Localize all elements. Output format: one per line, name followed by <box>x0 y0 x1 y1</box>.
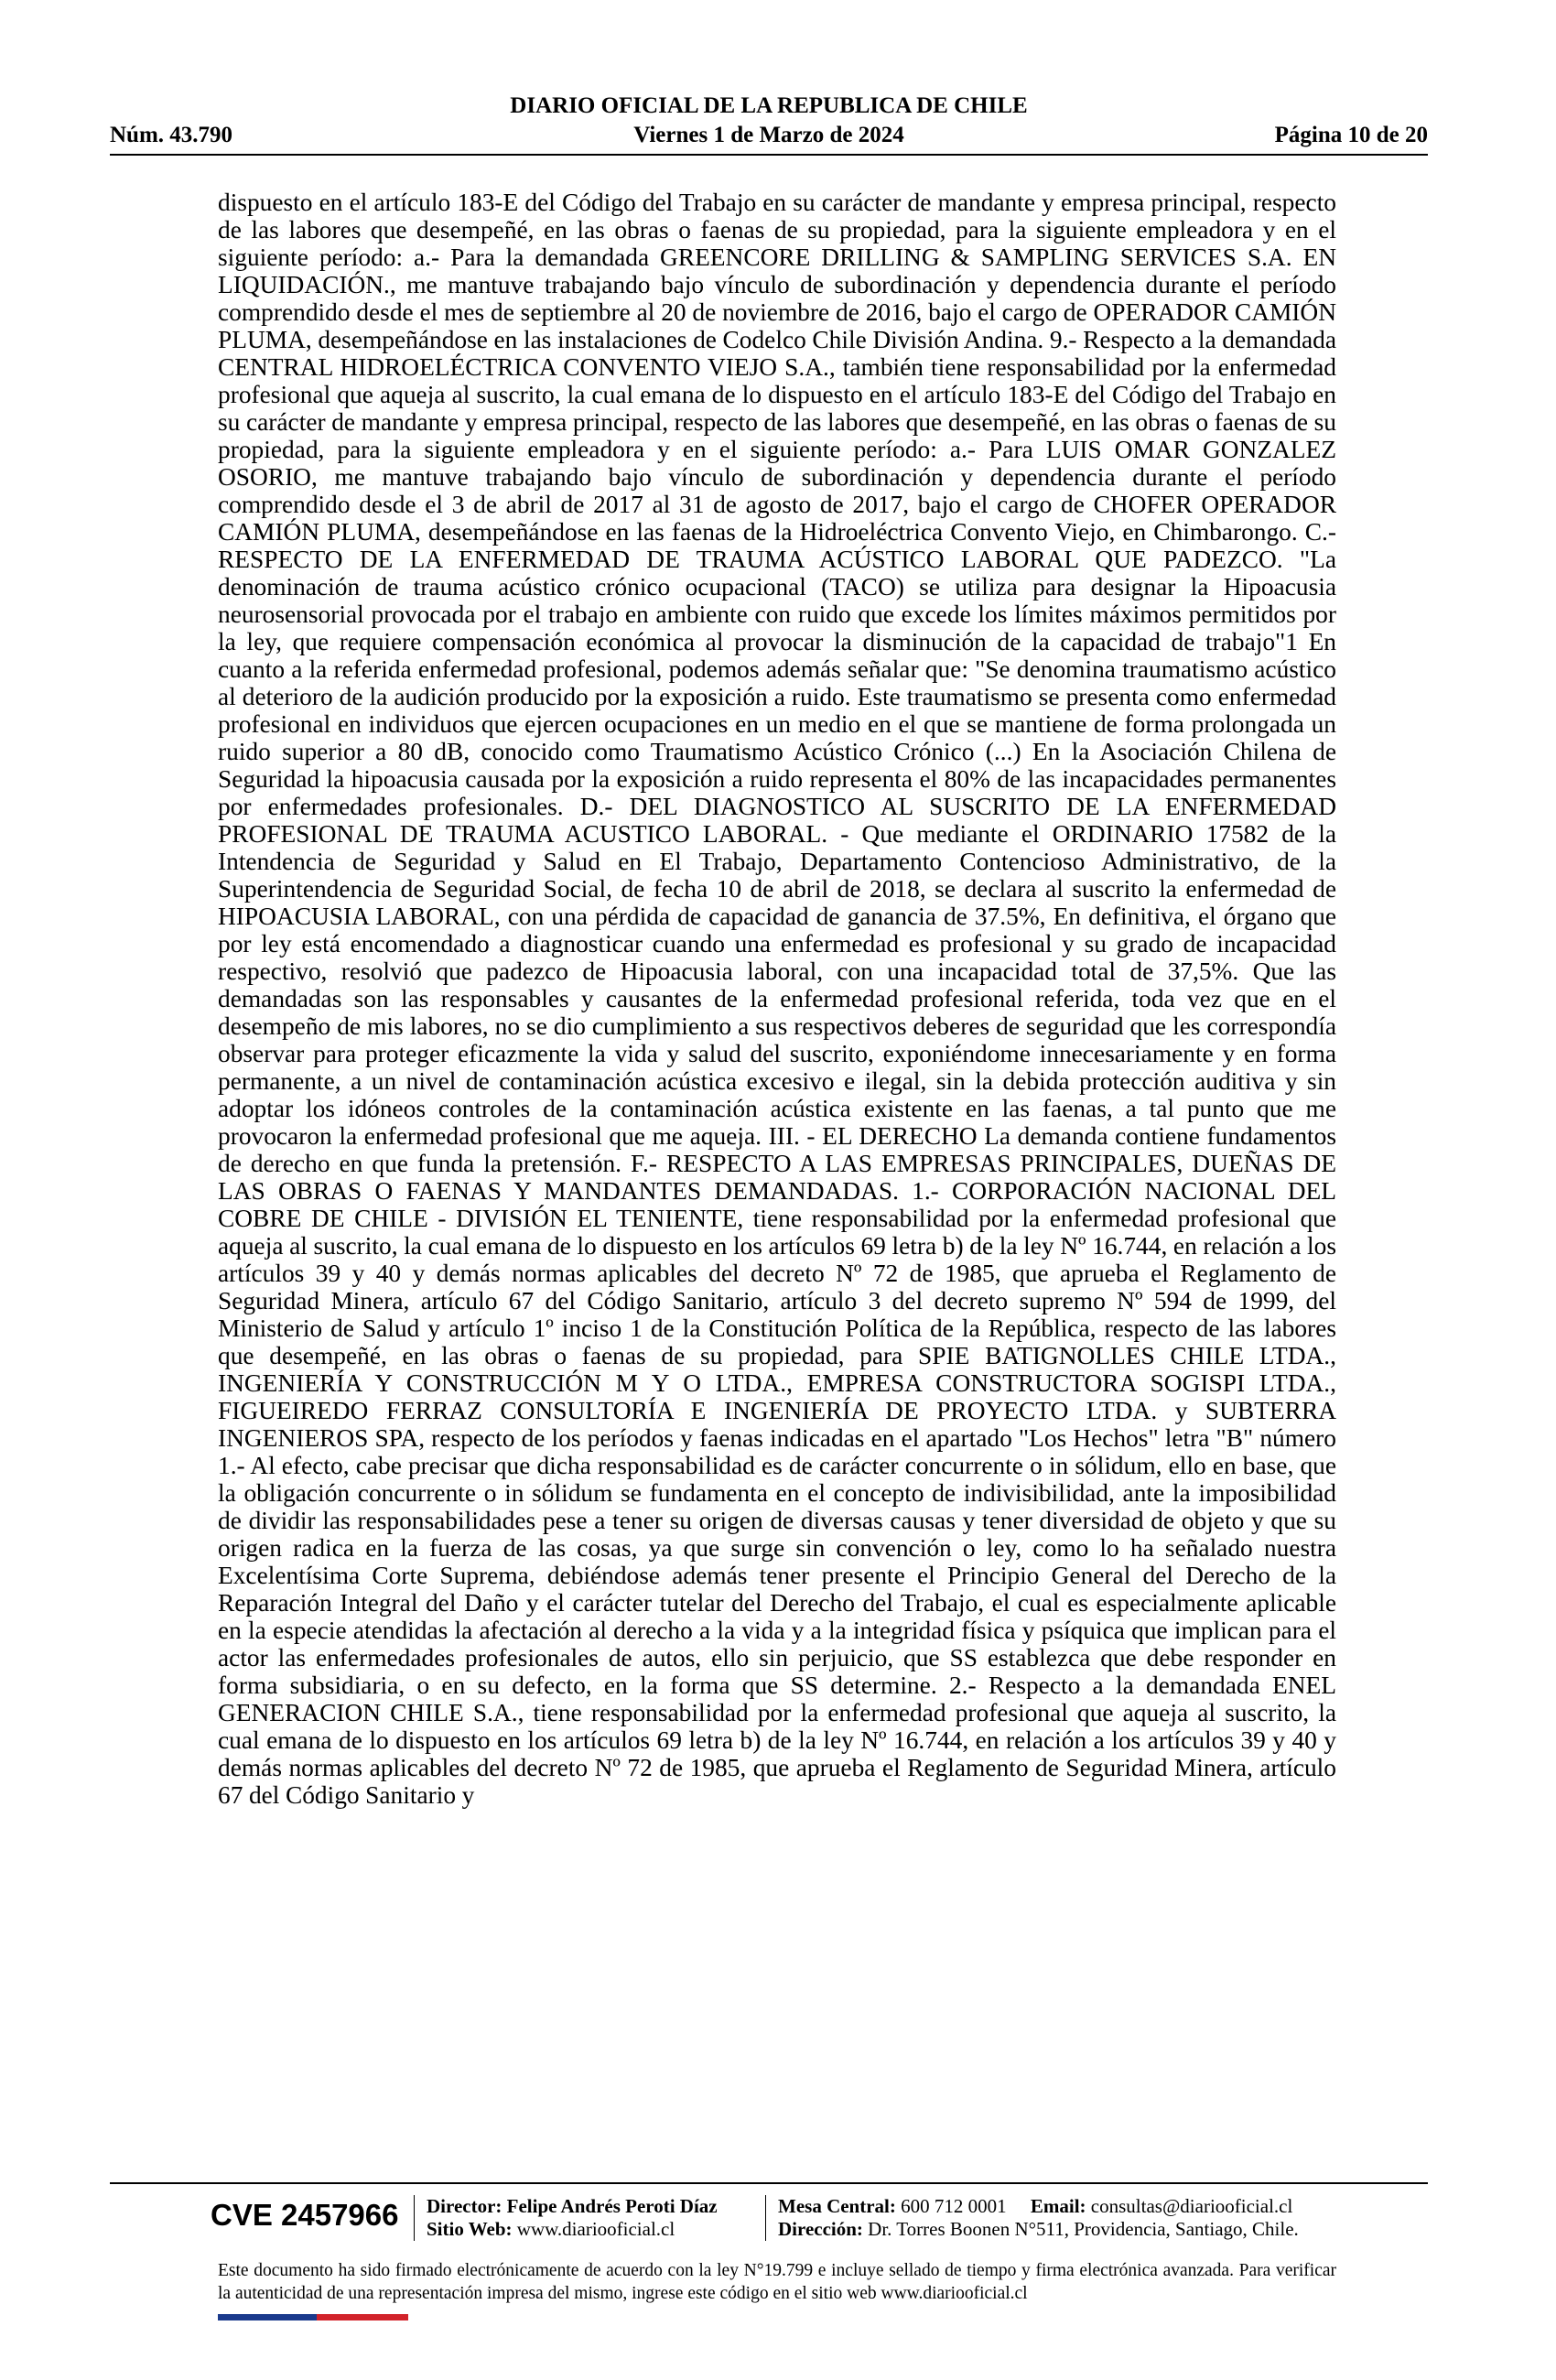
mesa-central-label: Mesa Central: <box>778 2195 896 2217</box>
cve-code: CVE 2457966 <box>211 2198 399 2232</box>
document-body-text: dispuesto en el artículo 183-E del Código del Trabajo en su carácter de mandante y empresa principal, respecto de las labores que desempeñé, en las obras o faenas de su propiedad, para la siguiente empleadora y en el siguiente período: a.- Para la demandada GREENCORE DRILLING & SAMPLING SERVICES S.A. EN LIQUIDACIÓN., me mantuve trabajando bajo vínculo de subordinación y dependencia durante el período comprendido desde el mes de septiembre al 20 de noviembre de 2016, bajo el cargo de OPERADOR CAMIÓN PLUMA, desempeñándose en las instalaciones de Codelco Chile División Andina. 9.- Respecto a la demandada CENTRAL HIDROELÉCTRICA CONVENTO VIEJO S.A., también tiene responsabilidad por la enfermedad profesional que aqueja al suscrito, la cual emana de lo dispuesto en el artículo 183-E del Código del Trabajo en su carácter de mandante y empresa principal, respecto de las labores que desempeñé, en las obras o faenas de su propiedad, para la siguiente empleadora y en el siguiente período: a.- Para LUIS OMAR GONZALEZ OSORIO, me mantuve trabajando bajo vínculo de subordinación y dependencia durante el período comprendido desde el 3 de abril de 2017 al 31 de agosto de 2017, bajo el cargo de CHOFER OPERADOR CAMIÓN PLUMA, desempeñándose en las faenas de la Hidroeléctrica Convento Viejo, en Chimbarongo. C.- RESPECTO DE LA ENFERMEDAD DE TRAUMA ACÚSTICO LABORAL QUE PADEZCO. "La denominación de trauma acústico crónico ocupacional (TACO) se utiliza para designar la Hipoacusia neurosensorial provocada por el trabajo en ambiente con ruido que excede los límites máximos permitidos por la ley, que requiere compensación económica al provocar la disminución de la capacidad de trabajo"1 En cuanto a la referida enfermedad profesional, podemos además señalar que: "Se denomina traumatismo acústico al deterioro de la audición producido por la exposición a ruido. Este traumatismo se presenta como enfermedad profesional en individuos que ejercen ocupaciones en un medio en el que se mantiene de forma prolongada un ruido superior a 80 dB, conocido como Traumatismo Acústico Crónico (...) En la Asociación Chilena de Seguridad la hipoacusia causada por la exposición a ruido representa el 80% de las incapacidades permanentes por enfermedades profesionales. D.- DEL DIAGNOSTICO AL SUSCRITO DE LA ENFERMEDAD PROFESIONAL DE TRAUMA ACUSTICO LABORAL. - Que mediante el ORDINARIO 17582 de la Intendencia de Seguridad y Salud en El Trabajo, Departamento Contencioso Administrativo, de la Superintendencia de Seguridad Social, de fecha 10 de abril de 2018, se declara al suscrito la enfermedad de HIPOACUSIA LABORAL, con una pérdida de capacidad de ganancia de 37.5%, En definitiva, el órgano que por ley está encomendado a diagnosticar cuando una enfermedad es profesional y su grado de incapacidad respectivo, resolvió que padezco de Hipoacusia laboral, con una incapacidad total de 37,5%. Que las demandadas son las responsables y causantes de la enfermedad profesional referida, toda vez que en el desempeño de mis labores, no se dio cumplimiento a sus respectivos deberes de seguridad que les correspondía observar para proteger eficazmente la vida y salud del suscrito, exponiéndome innecesariamente y en forma permanente, a un nivel de contaminación acústica excesivo e ilegal, sin la debida protección auditiva y sin adoptar los idóneos controles de la contaminación acústica existente en las faenas, a tal punto que me provocaron la enfermedad profesional que me aqueja. III. - EL DERECHO La demanda contiene fundamentos de derecho en que funda la pretensión. F.- RESPECTO A LAS EMPRESAS PRINCIPALES, DUEÑAS DE LAS OBRAS O FAENAS Y MANDANTES DEMANDADAS. 1.- CORPORACIÓN NACIONAL DEL COBRE DE CHILE - DIVISIÓN EL TENIENTE, tiene responsabilidad por la enfermedad profesional que aqueja al suscrito, la cual emana de lo dispuesto en los artículos 69 letra b) de la ley Nº 16.744, en relación a los artículos 39 y 40 y demás normas aplicables del decreto Nº 72 de 1985, que aprueba el Reglamento de Seguridad Minera, artículo 67 del Código Sanitario, artículo 3 del decreto supremo Nº 594 de 1999, del Ministerio de Salud y artículo 1º inciso 1 de la Constitución Política de la República, respecto de las labores que desempeñé, en las obras o faenas de su propiedad, para SPIE BATIGNOLLES CHILE LTDA., INGENIERÍA Y CONSTRUCCIÓN M Y O LTDA., EMPRESA CONSTRUCTORA SOGISPI LTDA., FIGUEIREDO FERRAZ CONSULTORÍA E INGENIERÍA DE PROYECTO LTDA. y SUBTERRA INGENIEROS SPA, respecto de los períodos y faenas indicadas en el apartado "Los Hechos" letra "B" número 1.- Al efecto, cabe precisar que dicha responsabilidad es de carácter concurrente o in sólidum, ello en base, que la obligación concurrente o in sólidum se fundamenta en el concepto de indivisibilidad, ante la imposibilidad de dividir las responsabilidades pese a tener su origen de diversas causas y tener diversidad de objeto y que su origen radica en la fuerza de las cosas, ya que surge sin convención o ley, como lo ha señalado nuestra Excelentísima Corte Suprema, debiéndose además tener presente el Principio General del Derecho de la Reparación Integral del Daño y el carácter tutelar del Derecho del Trabajo, el cual es especialmente aplicable en la especie atendidas la afectación al derecho a la vida y a la integridad física y psíquica que implican para el actor las enfermedades profesionales de autos, ello sin perjuicio, que SS establezca que debe responder en forma subsidiaria, o en su defecto, en la forma que SS determine. 2.- Respecto a la demandada ENEL GENERACION CHILE S.A., tiene responsabilidad por la enfermedad profesional que aqueja al suscrito, la cual emana de lo dispuesto en los artículos 69 letra b) de la ley Nº 16.744, en relación a los artículos 39 y 40 y demás normas aplicables del decreto Nº 72 de 1985, que aprueba el Reglamento de Seguridad Minera, artículo 67 del Código Sanitario y <box>218 189 1336 1809</box>
footer-separator <box>765 2195 766 2241</box>
footer-contact-block <box>778 2195 1299 2241</box>
page-header <box>110 92 1428 152</box>
flag-stripe-red <box>317 2314 408 2320</box>
signature-disclaimer: Este documento ha sido firmado electrónicamente de acuerdo con la ley N°19.799 e incluye sellado de tiempo y firma electrónica avanzada. Para verificar la autenticidad de una representación impresa del mismo, ingrese este código en el sitio web www.diariooficial.cl <box>218 2261 1336 2303</box>
website-link[interactable]: www.diariooficial.cl <box>516 2218 675 2240</box>
address-label: Dirección: <box>778 2218 863 2240</box>
flag-stripe-blue <box>218 2314 317 2320</box>
footer-separator <box>414 2195 415 2241</box>
publication-title: DIARIO OFICIAL DE LA REPUBLICA DE CHILE <box>510 93 1028 118</box>
issue-date: Viernes 1 de Marzo de 2024 <box>633 123 904 147</box>
page-number: Página 10 de 20 <box>1274 123 1428 147</box>
address-value: Dr. Torres Boonen N°511, Providencia, Santiago, Chile. <box>868 2218 1299 2240</box>
header-divider <box>110 154 1428 156</box>
footer-director-block <box>427 2195 718 2241</box>
email-link[interactable]: consultas@diariooficial.cl <box>1090 2195 1293 2217</box>
issue-number: Núm. 43.790 <box>110 123 233 147</box>
director-label: Director: <box>427 2195 502 2217</box>
email-label: Email: <box>1030 2195 1086 2217</box>
mesa-central-phone: 600 712 0001 <box>901 2195 1007 2217</box>
director-name: Felipe Andrés Peroti Díaz <box>506 2195 718 2217</box>
website-label: Sitio Web: <box>427 2218 513 2240</box>
footer-divider <box>110 2182 1428 2184</box>
